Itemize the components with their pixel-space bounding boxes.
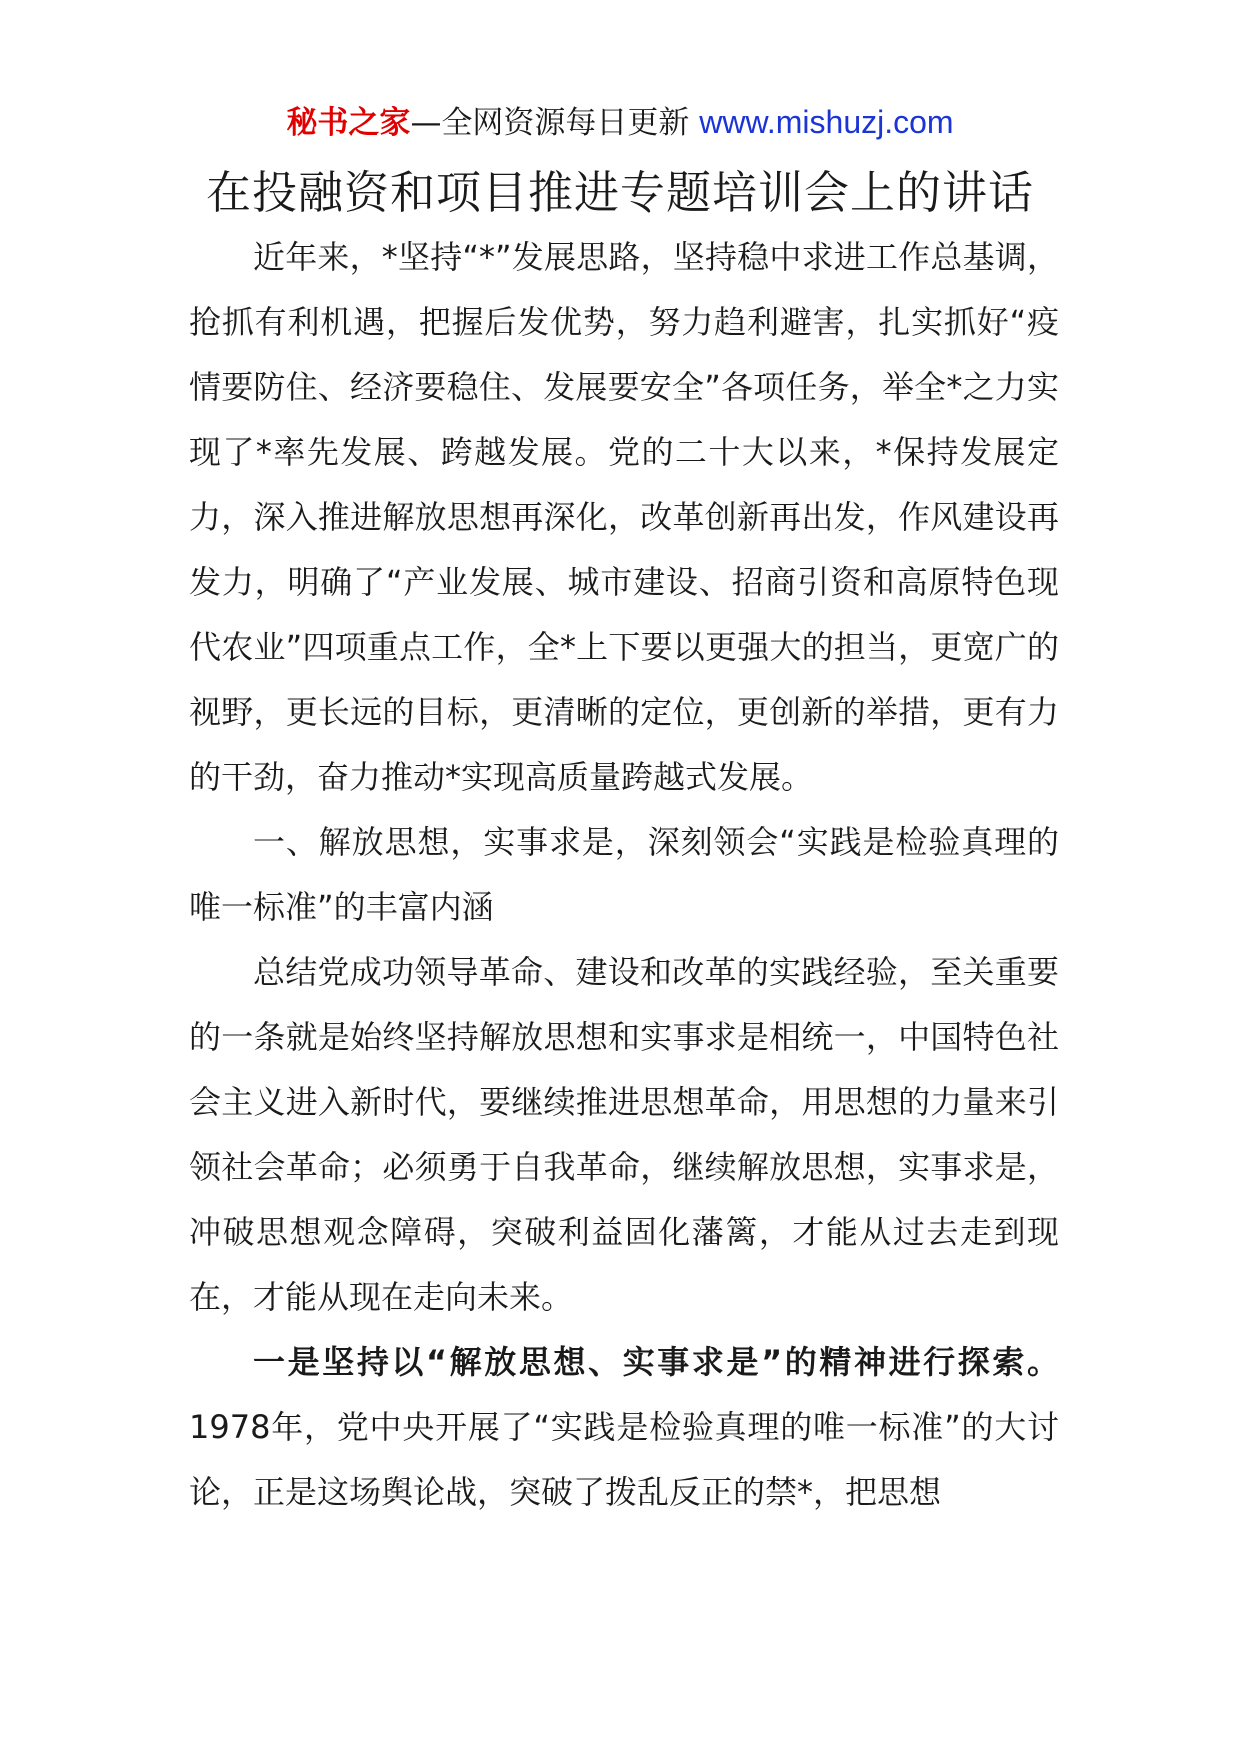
section-heading-1: 一、解放思想，实事求是，深刻领会“实践是检验真理的唯一标准”的丰富内涵 [189,823,1059,926]
paragraph-intro: 近年来，*坚持“*”发展思路，坚持稳中求进工作总基调，抢抓有利机遇，把握后发优势，努力趋利避害，扎实抓好“疫情要防住、经济要稳住、发展要安全”各项任务，举全*之力实现了*率先发展、跨越发展。党的二十大以来，*保持发展定力，深入推进解放思想再深化，改革创新再出发，作风建设再发力，明确了“产业发展、城市建设、招商引资和高原特色现代农业”四项重点工作，全*上下要以更强大的担当，更宽广的视野，更长远的目标，更清晰的定位，更创新的举措，更有力的干劲，奋力推动*实现高质量跨越式发展。 [189,238,1059,796]
site-header [0,100,1240,145]
paragraph-point-1 [189,1330,1059,1525]
point-1-lead: 一是坚持以“解放思想、实事求是”的精神进行探索。 [253,1343,1059,1381]
site-url[interactable]: www.mishuzj.com [699,104,954,140]
header-tagline: —全网资源每日更新 [410,105,690,141]
point-1-text: 1978年，党中央开展了“实践是检验真理的唯一标准”的大讨论，正是这场舆论战，突破了拨乱反正的禁*，把思想 [189,1408,1059,1511]
document-title: 在投融资和项目推进专题培训会上的讲话 [205,166,1034,219]
brand-name: 秘书之家 [286,105,411,141]
paragraph-section-1: 总结党成功领导革命、建设和改革的实践经验，至关重要的一条就是始终坚持解放思想和实事求是相统一，中国特色社会主义进入新时代，要继续推进思想革命，用思想的力量来引领社会革命；必须勇于自我革命，继续解放思想，实事求是，冲破思想观念障碍，突破利益固化藩篱，才能从过去走到现在，才能从现在走向未来。 [189,953,1059,1316]
document-body [189,225,1059,1525]
